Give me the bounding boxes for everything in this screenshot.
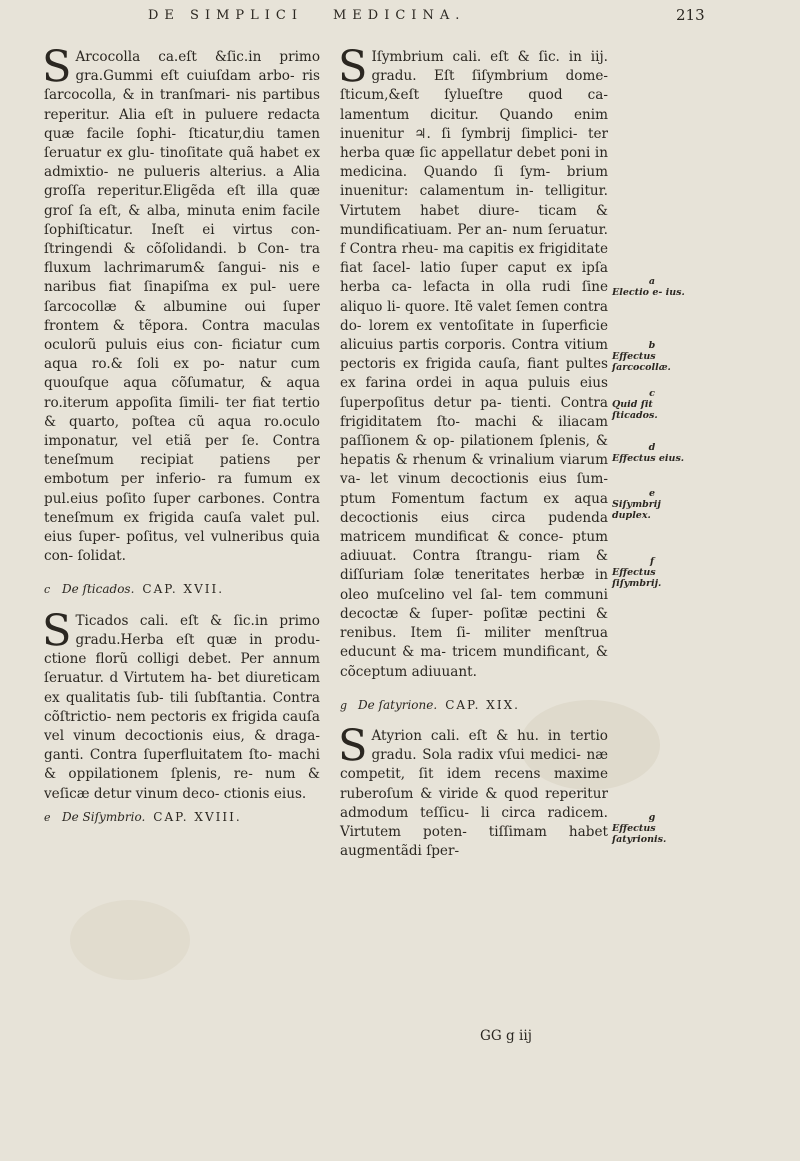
left-column (42, 42, 320, 827)
paper-stain (70, 900, 190, 980)
entry-sarcocolla (42, 42, 320, 566)
note-letter: c (649, 388, 655, 399)
marginal-note (612, 488, 692, 521)
marginal-note (612, 340, 692, 373)
note-letter: b (648, 340, 656, 351)
chapter-number: CAP. XIX. (445, 697, 520, 712)
chapter-title: De ſatyrione. (358, 697, 438, 712)
note-text: Siſymbrij duplex. (612, 499, 661, 521)
entry-text: Ticados cali. eſt & ſic.in primo gradu.Herba eſt quæ in produ- ctione florũ colligi debet. Per annum ſeruatur. d Virtutem ha- bet diureticam ex qualitatis ſub- tili ſubſtantia. Contra cõſtrictio- nem pectoris ex frigida cauſa vel vinum decoctionis eius, & draga- ganti. Contra ſuperfluitatem ſto- machi & oppilationem ſplenis, re- num & veſicæ detur vinum deco- ctionis eius. (44, 612, 320, 802)
page-number: 213 (676, 6, 705, 24)
running-title-right: MEDICINA. (333, 8, 466, 23)
entry-sisymbrium (338, 42, 608, 682)
note-text: Effectus eius. (612, 453, 685, 464)
chapter-heading (44, 580, 320, 599)
drop-cap: S (338, 720, 368, 771)
note-text: Quid ſit ſticados. (612, 399, 658, 421)
entry-text: Iſymbrium cali. eſt & ſic. in iij. gradu. Eſt ſiſymbrium dome- ſticum,&eſt ſylueſtre quod ca- lamentum dicitur. Quando enim inuenitur ♃. ſi ſymbrij ſimplici- ter herba quæ ſic appellatur debet poni in medicina. Quando ſi ſym- brium inuenitur: calamentum in- telligitur. Virtutem habet diure- ticam & mundificatiuam. Per an- num ſeruatur. f Contra rheu- ma capitis ex frigiditate fiat ſacel- latio ſuper caput ex ipſa herba ca- lefacta in olla rudi ſine aliquo li- quore. Itẽ valet ſemen contra do- lorem ex ventoſitate in ſuperficie alicuius partis corporis. Contra vitium pectoris ex frigida cauſa, fiant pultes ex farina ordei in aqua puluis eius ſuperpoſitus detur pa- tienti. Contra frigiditatem ſto- machi & iliacam paſſionem & op- pilationem ſplenis, & hepatis & rhenum & vrinalium viarum va- let vinum decoctionis eius ſum- ptum Fomentum factum ex aqua decoctionis eius circa pudenda matricem mundificat & conce- ptum adiuuat. Contra ſtrangu- riam & diſſuriam ſolæ teneritates herbæ in oleo muſcelino vel ſal- tem communi decoctæ & ſuper- poſitæ pectini & renibus. Item ſi- militer menſtrua educunt & ma- tricem mundificant, & cõceptum adiuuant. (340, 49, 608, 680)
note-marker: g (340, 698, 348, 712)
entry-sticados (42, 605, 320, 804)
running-header (0, 8, 800, 34)
drop-cap: S (42, 42, 72, 92)
note-marker: e (44, 810, 51, 824)
note-letter: d (648, 442, 656, 453)
entry-text: Atyrion cali. eſt & hu. in tertio gradu. Sola radix vſui medici- næ competit, ſit idem recens maxime ruberoſum & viride & quod reperitur admodum teſſicu- li circa radicem. Virtutem poten- tiſſimam habet augmentãdi ſper- (340, 727, 608, 860)
marginal-note (612, 556, 692, 589)
drop-cap: S (42, 605, 72, 656)
right-column (338, 42, 608, 861)
note-letter: e (648, 488, 656, 499)
entry-satyrion (338, 720, 608, 861)
note-text: Electio e- ius. (612, 287, 685, 298)
running-title-left: DE SIMPLICI (148, 8, 303, 23)
catchword: GG g iij (480, 1028, 532, 1044)
marginal-note (612, 388, 692, 421)
chapter-number: CAP. XVIII. (153, 809, 242, 824)
entry-text: Arcocolla ca.eſt &ſic.in primo gra.Gummi eſt cuiuſdam arbo- ris ſarcocolla, & in tranſmari- nis partibus reperitur. Alia eſt in puluere redacta quæ facile ſophi- ſticatur,diu tamen ſeruatur ex glu- tinoſitate quã habet ex admixtio- ne pulueris alterius. a Alia groſſa reperitur.Eligẽda eſt illa quæ groſ ſa eſt, & alba, minuta enim facile ſophiſticatur. Ineſt ei virtus con- ſtringendi & cõſolidandi. b Con- tra fluxum lachrimarum& ſangui- nis e naribus fiat ſinapiſma ex pul- uere ſarcocollæ & albumine oui ſuper frontem & tẽpora. Contra maculas oculorũ puluis eius con- ficiatur cum aqua ro.& ſoli ex po- natur cum quouſque aqua cõſumatur, & aqua ro.iterum appoſita ſimili- ter fiat tertio & quarto, poſtea cũ aqua ro.oculo imponatur, vel etiã per ſe. Contra teneſmum recipiat patiens per embotum per inferio- ra fumum ex pul.eius poſito ſuper carbones. Contra teneſmum ex frigida cauſa valet pul. eius ſuper- poſitus, vel vulneribus quia con- ſolidat. (44, 49, 320, 565)
chapter-heading (44, 808, 320, 827)
marginal-note (612, 812, 692, 845)
note-letter: a (648, 276, 656, 287)
note-letter: f (649, 556, 655, 567)
marginal-note (612, 442, 692, 464)
note-text: Effectus ſarcocollæ. (612, 351, 671, 373)
chapter-title: De ſticados. (62, 582, 135, 597)
chapter-number: CAP. XVII. (142, 582, 225, 597)
drop-cap: S (338, 42, 368, 92)
note-text: Effectus ſiſymbrij. (612, 567, 662, 589)
note-letter: g (648, 812, 656, 823)
note-marker: c (44, 583, 51, 597)
chapter-title: De Siſymbrio. (62, 809, 146, 824)
marginal-note (612, 276, 692, 298)
chapter-heading (340, 696, 608, 715)
note-text: Effectus ſatyrionis. (612, 823, 667, 845)
